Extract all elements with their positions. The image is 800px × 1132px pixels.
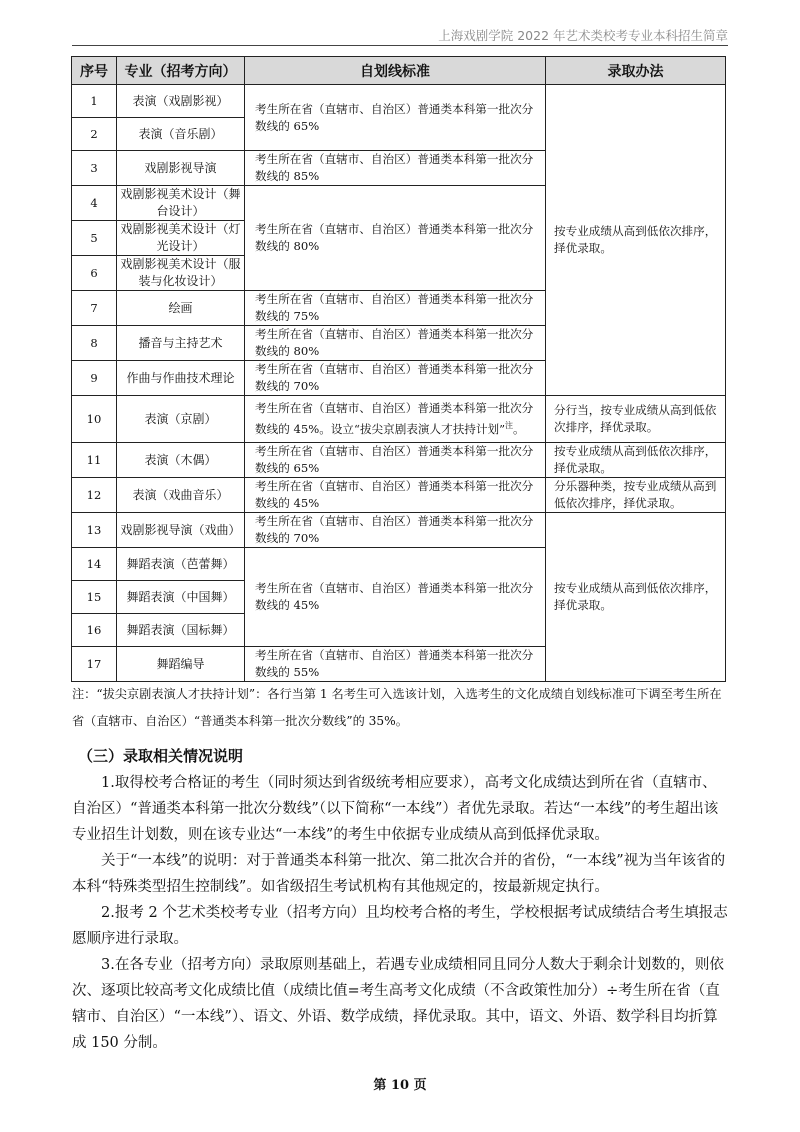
paragraph: 3.在各专业（招考方向）录取原则基础上，若遇专业成绩相同且同分人数大于剩余计划数的，则依次、逐项比较高考文化成绩比值（成绩比值=考生高考文化成绩（不含政策性加分）÷考生所在省（直辖市、自治区）“一本线”）、语文、外语、数学成绩，择优录取。其中，语文、外语、数学科目均折算成 150 分制。 bbox=[72, 957, 724, 1051]
row-major: 戏剧影视美术设计（舞台设计） bbox=[117, 186, 245, 221]
row-standard: 考生所在省（直辖市、自治区）普通类本科第一批次分数线的 45% bbox=[245, 478, 546, 513]
row-major: 表演（京剧） bbox=[117, 396, 245, 443]
row-number: 13 bbox=[72, 513, 117, 548]
row-major: 表演（戏曲音乐） bbox=[117, 478, 245, 513]
row-number: 6 bbox=[72, 256, 117, 291]
row-major: 舞蹈编导 bbox=[117, 647, 245, 682]
page-header: 上海戏剧学院 2022 年艺术类校考专业本科招生简章 bbox=[438, 28, 728, 43]
row-major: 表演（木偶） bbox=[117, 443, 245, 478]
row-number: 10 bbox=[72, 396, 117, 443]
note-mark: 注 bbox=[505, 421, 513, 431]
row-major: 表演（戏剧影视） bbox=[117, 85, 245, 118]
row-method: 分行当，按专业成绩从高到低依次排序，择优录取。 bbox=[546, 396, 726, 443]
row-number: 16 bbox=[72, 614, 117, 647]
row-number: 4 bbox=[72, 186, 117, 221]
row-major: 舞蹈表演（中国舞） bbox=[117, 581, 245, 614]
row-major: 戏剧影视导演（戏曲） bbox=[117, 513, 245, 548]
row-major: 舞蹈表演（芭蕾舞） bbox=[117, 548, 245, 581]
row-standard: 考生所在省（直辖市、自治区）普通类本科第一批次分数线的 80% bbox=[245, 186, 546, 291]
row-standard: 考生所在省（直辖市、自治区）普通类本科第一批次分数线的 65% bbox=[245, 443, 546, 478]
row-number: 12 bbox=[72, 478, 117, 513]
row-major: 舞蹈表演（国标舞） bbox=[117, 614, 245, 647]
row-standard: 考生所在省（直辖市、自治区）普通类本科第一批次分数线的 75% bbox=[245, 291, 546, 326]
paragraph: 2.报考 2 个艺术类校考专业（招考方向）且均校考合格的考生，学校根据考试成绩结合考生填报志愿顺序进行录取。 bbox=[72, 905, 728, 947]
row-standard: 考生所在省（直辖市、自治区）普通类本科第一批次分数线的 70% bbox=[245, 513, 546, 548]
page-number: 第 10 页 bbox=[373, 1078, 427, 1093]
admission-table bbox=[71, 56, 726, 682]
row-major: 绘画 bbox=[117, 291, 245, 326]
header-rule bbox=[72, 45, 728, 46]
row-number: 2 bbox=[72, 118, 117, 151]
standard-text-end: 。 bbox=[513, 421, 525, 436]
col-header-major: 专业（招考方向） bbox=[117, 57, 245, 85]
row-number: 8 bbox=[72, 326, 117, 361]
section-title: （三）录取相关情况说明 bbox=[78, 747, 244, 765]
col-header-method: 录取办法 bbox=[546, 57, 726, 85]
row-method: 按专业成绩从高到低依次排序，择优录取。 bbox=[546, 443, 726, 478]
row-standard: 考生所在省（直辖市、自治区）普通类本科第一批次分数线的 65% bbox=[245, 85, 546, 151]
table-row bbox=[72, 478, 726, 513]
row-number: 17 bbox=[72, 647, 117, 682]
row-method: 按专业成绩从高到低依次排序，择优录取。 bbox=[546, 85, 726, 396]
row-number: 1 bbox=[72, 85, 117, 118]
row-major: 播音与主持艺术 bbox=[117, 326, 245, 361]
row-standard: 考生所在省（直辖市、自治区）普通类本科第一批次分数线的 55% bbox=[245, 647, 546, 682]
paragraph: 关于“一本线”的说明：对于普通类本科第一批次、第二批次合并的省份，“一本线”视为当年该省的本科“特殊类型招生控制线”。如省级招生考试机构有其他规定的，按最新规定执行。 bbox=[72, 853, 726, 895]
table-header-row bbox=[72, 57, 726, 85]
row-number: 11 bbox=[72, 443, 117, 478]
row-standard: 考生所在省（直辖市、自治区）普通类本科第一批次分数线的 70% bbox=[245, 361, 546, 396]
row-major: 表演（音乐剧） bbox=[117, 118, 245, 151]
table-row bbox=[72, 443, 726, 478]
row-number: 14 bbox=[72, 548, 117, 581]
table-footnote: 注：“拔尖京剧表演人才扶持计划”：各行当第 1 名考生可入选该计划，入选考生的文化成绩自划线标准可下调至考生所在省（直辖市、自治区）“普通类本科第一批次分数线”的 35%。 bbox=[72, 687, 722, 728]
row-major: 作曲与作曲技术理论 bbox=[117, 361, 245, 396]
table-row bbox=[72, 513, 726, 548]
row-method: 按专业成绩从高到低依次排序，择优录取。 bbox=[546, 513, 726, 682]
standard-text: 考生所在省（直辖市、自治区）普通类本科第一批次分数线的 45%。设立“拔尖京剧表演人才扶持计划” bbox=[255, 401, 534, 436]
row-major: 戏剧影视美术设计（服装与化妆设计） bbox=[117, 256, 245, 291]
row-major: 戏剧影视导演 bbox=[117, 151, 245, 186]
row-method: 分乐器种类，按专业成绩从高到低依次排序，择优录取。 bbox=[546, 478, 726, 513]
row-number: 5 bbox=[72, 221, 117, 256]
table-row bbox=[72, 396, 726, 443]
row-number: 3 bbox=[72, 151, 117, 186]
row-major: 戏剧影视美术设计（灯光设计） bbox=[117, 221, 245, 256]
col-header-standard: 自划线标准 bbox=[245, 57, 546, 85]
table-row bbox=[72, 85, 726, 118]
row-number: 15 bbox=[72, 581, 117, 614]
paragraph: 1.取得校考合格证的考生（同时须达到省级统考相应要求），高考文化成绩达到所在省（直辖市、自治区）“普通类本科第一批次分数线”（以下简称“一本线”）者优先录取。若达“一本线”的考生超出该专业招生计划数，则在该专业达“一本线”的考生中依据专业成绩从高到低择优录取。 bbox=[72, 775, 719, 843]
row-standard bbox=[245, 396, 546, 443]
row-standard: 考生所在省（直辖市、自治区）普通类本科第一批次分数线的 85% bbox=[245, 151, 546, 186]
row-standard: 考生所在省（直辖市、自治区）普通类本科第一批次分数线的 45% bbox=[245, 548, 546, 647]
col-header-number: 序号 bbox=[72, 57, 117, 85]
row-number: 9 bbox=[72, 361, 117, 396]
row-number: 7 bbox=[72, 291, 117, 326]
row-standard: 考生所在省（直辖市、自治区）普通类本科第一批次分数线的 80% bbox=[245, 326, 546, 361]
section-body bbox=[72, 770, 728, 1056]
